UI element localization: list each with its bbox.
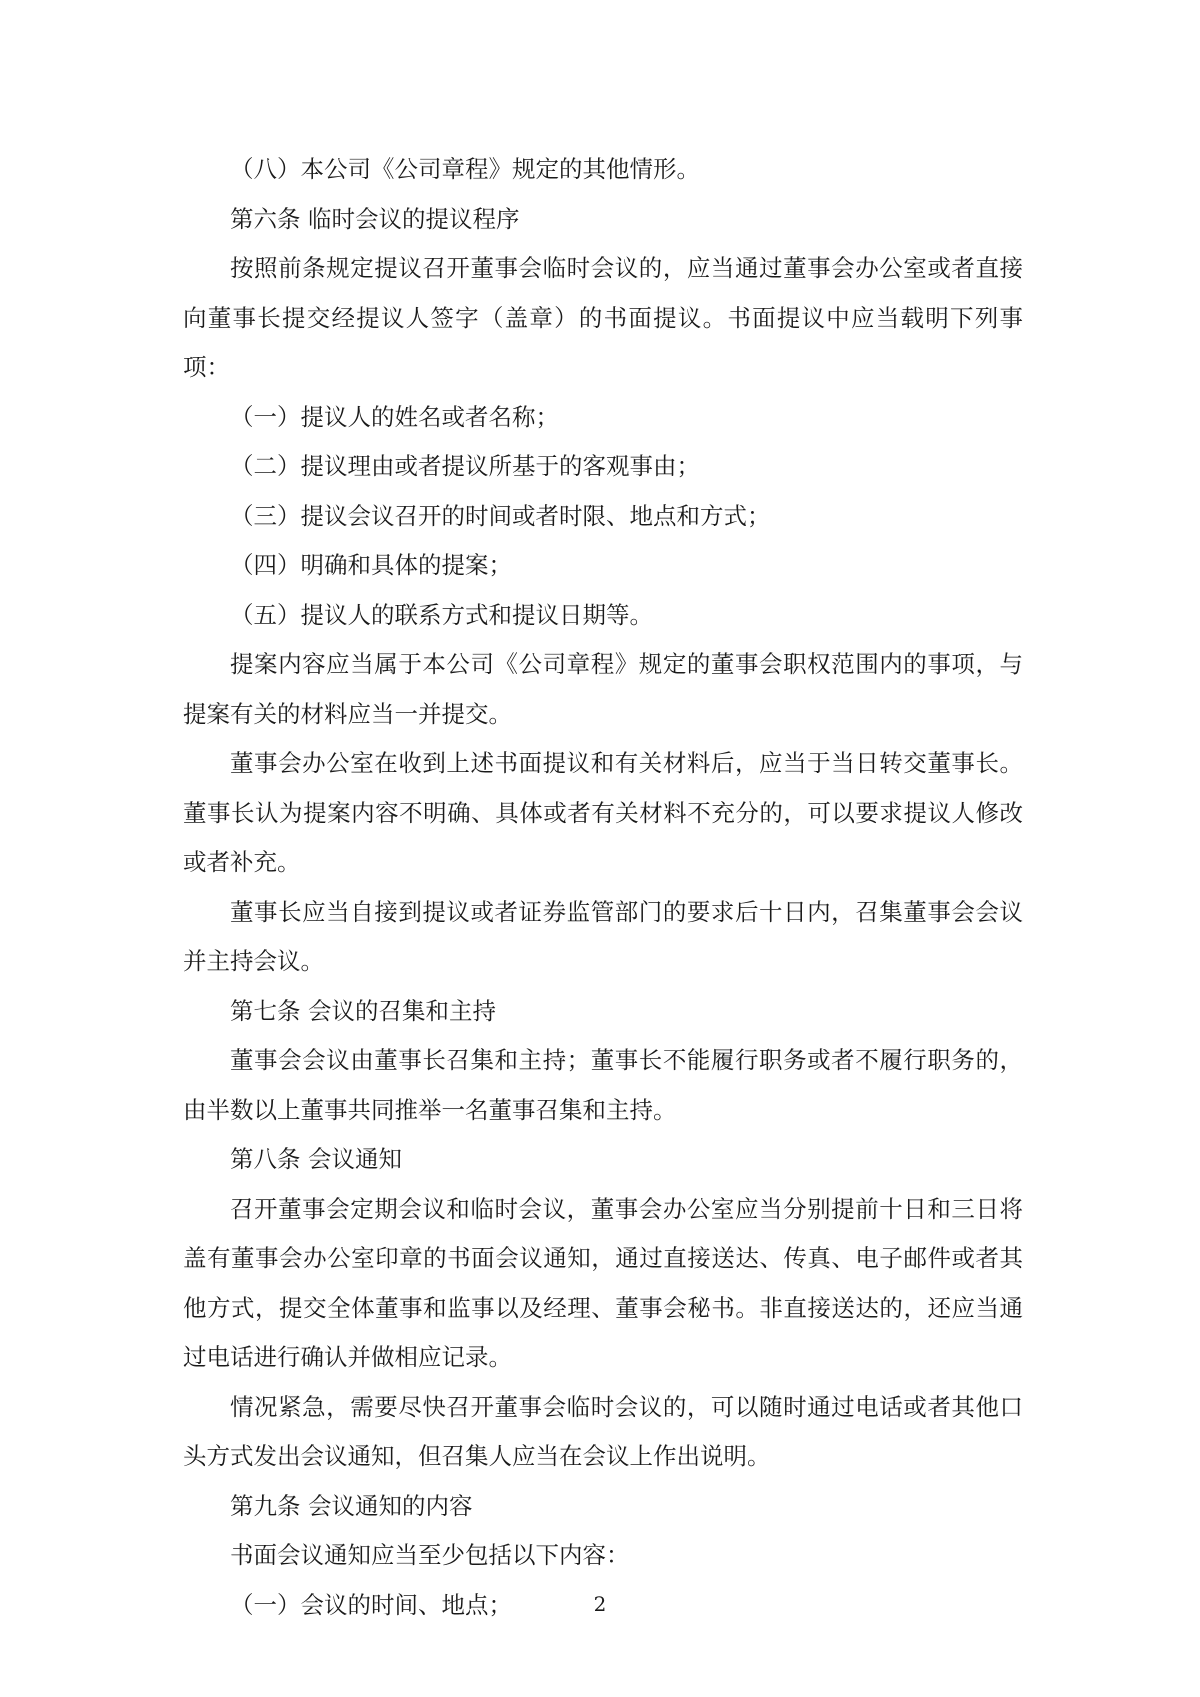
page-number: 2	[593, 1592, 607, 1616]
article-6-office-transfer: 董事会办公室在收到上述书面提议和有关材料后，应当于当日转交董事长。董事长认为提案内容不明确、具体或者有关材料不充分的，可以要求提议人修改或者补充。	[183, 749, 1023, 876]
paragraph-item-8-other-cases: （八）本公司《公司章程》规定的其他情形。	[230, 155, 700, 183]
article-6-item-3: （三）提议会议召开的时间或者时限、地点和方式；	[230, 501, 771, 530]
article-8-body: 召开董事会定期会议和临时会议，董事会办公室应当分别提前十日和三日将盖有董事会办公室印章的书面会议通知，通过直接送达、传真、电子邮件或者其他方式，提交全体董事和监事以及经理、董事会秘书。非直接送达的，还应当通过电话进行确认并做相应记录。	[183, 1194, 1023, 1371]
article-6-item-2: （二）提议理由或者提议所基于的客观事由；	[230, 452, 700, 480]
article-6-item-5: （五）提议人的联系方式和提议日期等。	[230, 600, 653, 629]
article-6-chairman-convene: 董事长应当自接到提议或者证券监管部门的要求后十日内，召集董事会会议并主持会议。	[183, 897, 1023, 975]
article-6-item-4: （四）明确和具体的提案；	[230, 551, 512, 579]
article-9-intro: 书面会议通知应当至少包括以下内容：	[230, 1541, 630, 1569]
article-7-body: 董事会会议由董事长召集和主持；董事长不能履行职务或者不履行职务的，由半数以上董事共同推举一名董事召集和主持。	[183, 1046, 1023, 1124]
article-8-heading: 第八条 会议通知	[230, 1145, 402, 1173]
article-9-heading: 第九条 会议通知的内容	[230, 1491, 473, 1520]
article-8-urgent: 情况紧急，需要尽快召开董事会临时会议的，可以随时通过电话或者其他口头方式发出会议通知，但召集人应当在会议上作出说明。	[183, 1392, 1023, 1470]
article-6-item-1: （一）提议人的姓名或者名称；	[230, 402, 559, 431]
article-6-proposal-scope: 提案内容应当属于本公司《公司章程》规定的董事会职权范围内的事项，与提案有关的材料应当一并提交。	[183, 650, 1023, 728]
document-body	[183, 145, 1023, 1630]
article-6-heading: 第六条 临时会议的提议程序	[230, 204, 520, 233]
article-6-intro: 按照前条规定提议召开董事会临时会议的，应当通过董事会办公室或者直接向董事长提交经提议人签字（盖章）的书面提议。书面提议中应当载明下列事项：	[183, 254, 1023, 381]
article-7-heading: 第七条 会议的召集和主持	[230, 996, 496, 1025]
article-9-item-1: （一）会议的时间、地点；	[230, 1590, 512, 1619]
